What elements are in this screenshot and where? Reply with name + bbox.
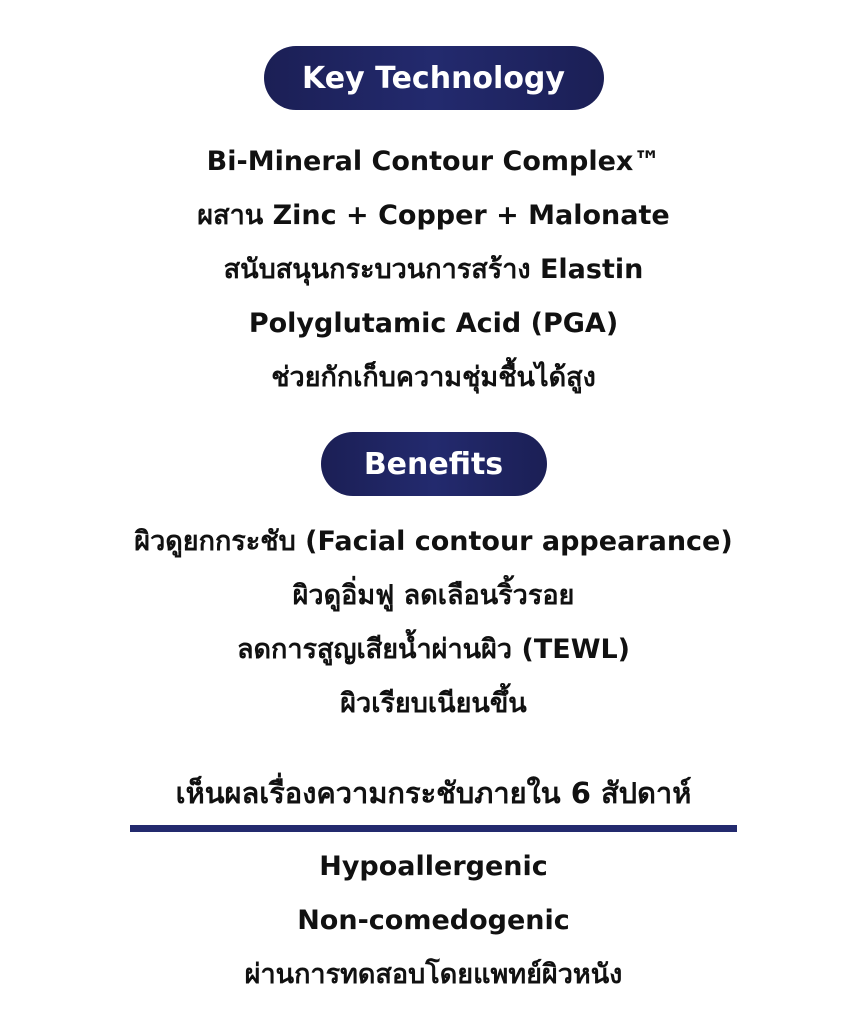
list-item: ผสาน Zinc + Copper + Malonate (197, 200, 670, 231)
list-item: Polyglutamic Acid (PGA) (248, 308, 619, 339)
list-item: Hypoallergenic (319, 851, 548, 882)
list-item: ผ่านการทดสอบโดยแพทย์ผิวหนัง (244, 959, 623, 990)
result-headline: เห็นผลเรื่องความกระชับภายใน 6 สัปดาห์ (175, 776, 692, 810)
benefits-list (0, 515, 867, 731)
list-item: สนับสนุนกระบวนการสร้าง Elastin (223, 254, 644, 285)
list-item: ผิวดูอิ่มฟู ลดเลือนริ้วรอย (292, 580, 575, 611)
divider (130, 825, 737, 832)
list-item: ช่วยกักเก็บความชุ่มชื้นได้สูง (271, 362, 596, 393)
claims-list (0, 840, 867, 1002)
list-item: ผิวเรียบเนียนขึ้น (340, 688, 527, 719)
list-item: ลดการสูญเสียน้ำผ่านผิว (TEWL) (236, 634, 631, 665)
benefits-heading: Benefits (321, 432, 547, 496)
key-technology-list (0, 135, 867, 405)
list-item: ผิวดูยกกระชับ (Facial contour appearance) (134, 526, 733, 557)
key-technology-heading: Key Technology (264, 46, 604, 110)
list-item: Non-comedogenic (297, 905, 570, 936)
list-item: Bi-Mineral Contour Complex™ (206, 146, 661, 177)
